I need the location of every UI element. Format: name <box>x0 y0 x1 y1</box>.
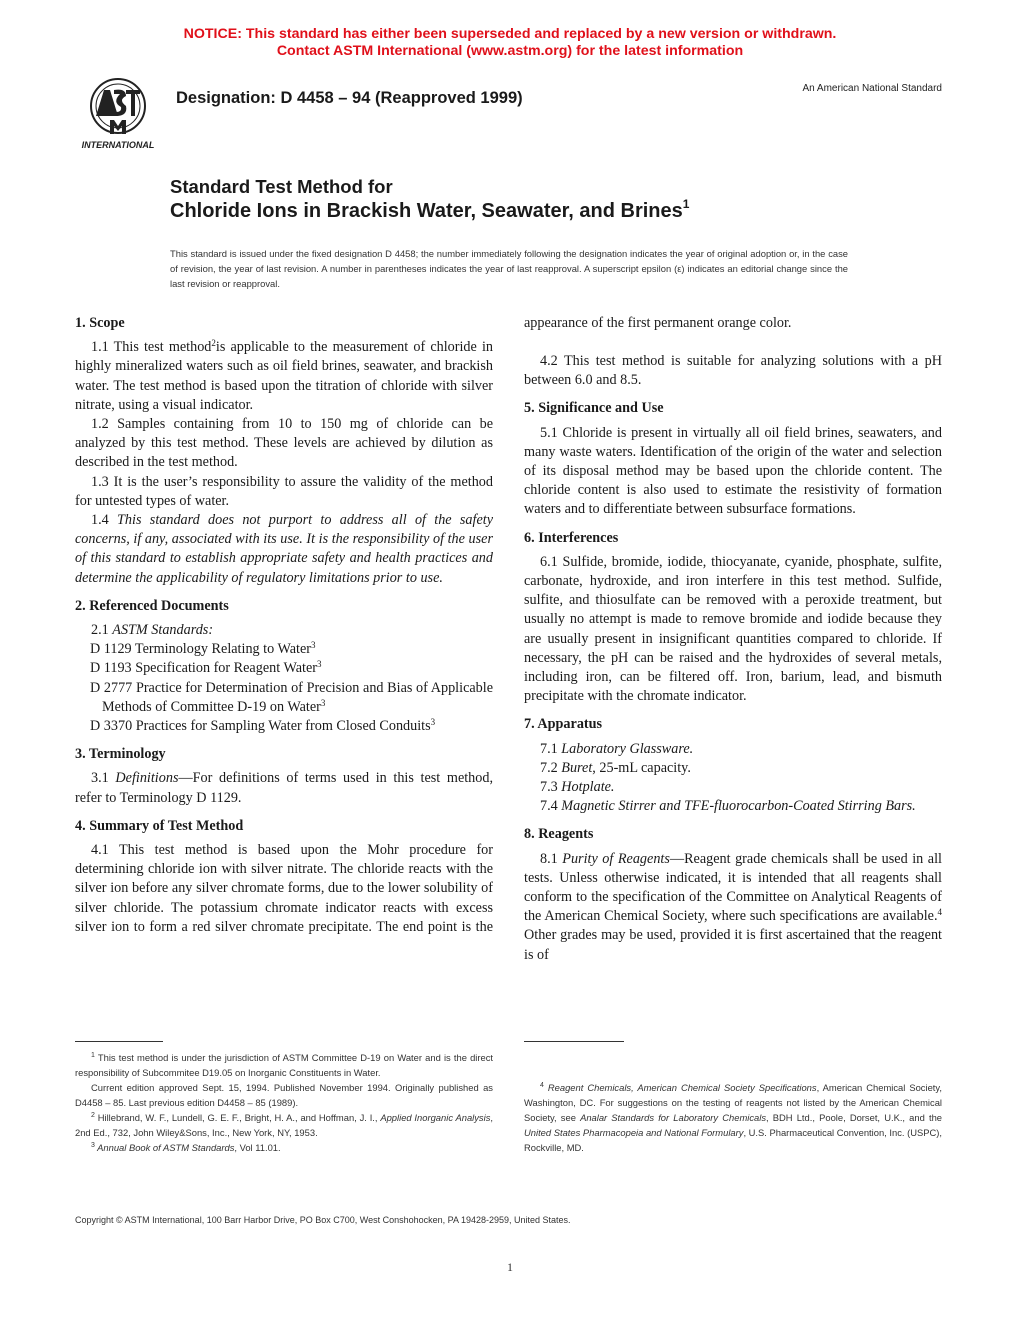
p11-b: is applicable to the measurement of chloride in highly mineralized waters such as oil field brines, seawater, and brackish water. The test method is based upon the titration of chloride with silver nitrate, using a visual indicator. <box>75 339 493 413</box>
footnote-1-edition: Current edition approved Sept. 15, 1994. Published November 1994. Originally published as D4458 – 85. Last previous edition D4458 – 85 (1989). <box>75 1082 493 1108</box>
section-heading-summary: 4. Summary of Test Method <box>75 817 244 834</box>
fn4-italic-c: United States Pharmacopeia and National Formulary <box>524 1127 744 1138</box>
p14-italic: This standard does not purport to address all of the safety concerns, if any, associated with its use. It is the responsibility of the user of this standard to establish appropriate safety and health practices and determine the applicability of regulatory limitations prior to use. <box>75 512 493 586</box>
fn1-marker: 1 <box>91 1052 95 1059</box>
p72-italic: Buret <box>561 759 593 776</box>
footnote-3 <box>75 1140 493 1155</box>
reference-item <box>75 659 493 678</box>
reference-item <box>75 640 493 659</box>
paragraph-4-1-overflow: appearance of the first permanent orange color. <box>524 315 792 332</box>
p81-num: 8.1 <box>540 850 563 867</box>
paragraph-4-1-continued <box>524 314 942 352</box>
fn3-italic: Annual Book of ASTM Standards <box>94 1142 235 1153</box>
section-heading-reagents: 8. Reagents <box>524 826 594 843</box>
ref-text: D 1129 Terminology Relating to Water <box>90 641 312 658</box>
title-footnote-marker: 1 <box>682 197 690 211</box>
fn4-italic-b: Analar Standards for Laboratory Chemicals <box>580 1112 767 1123</box>
reference-item <box>75 679 493 717</box>
p72-rest: , 25-mL capacity. <box>592 759 691 776</box>
footnote-2 <box>75 1110 493 1140</box>
title-line-2-text: Chloride Ions in Brackish Water, Seawater, and Brines <box>170 200 683 222</box>
designation: Designation: D 4458 – 94 (Reapproved 1999) <box>176 89 523 107</box>
paragraph-1-1 <box>75 338 493 415</box>
copyright-line: Copyright © ASTM International, 100 Barr Harbor Drive, PO Box C700, West Conshohocken, PA 19428-2959, United States. <box>75 1215 571 1225</box>
p31-rest: —For definitions of terms used in this test method, refer to Terminology D 1129. <box>75 770 494 806</box>
footnote-1 <box>75 1050 493 1080</box>
fn3-b: , Vol 11.01. <box>234 1142 281 1153</box>
paragraph-1-3: 1.3 It is the user’s responsibility to assure the validity of the method for untested types of water. <box>75 473 493 509</box>
logo-text: INTERNATIONAL <box>81 140 155 150</box>
section-heading-referenced-documents: 2. Referenced Documents <box>75 597 229 614</box>
p74-num: 7.4 <box>540 798 562 815</box>
paragraph-7-2 <box>524 759 942 778</box>
page-number: 1 <box>507 1260 513 1274</box>
footnotes-right <box>524 1080 942 1155</box>
p71-italic: Laboratory Glassware. <box>561 740 694 757</box>
notice-line-2: Contact ASTM International (www.astm.org) for the latest information <box>276 43 744 59</box>
section-heading-scope: 1. Scope <box>75 315 125 331</box>
footnote-rule-right <box>524 1041 624 1042</box>
footnotes-left <box>75 1050 493 1155</box>
p73-italic: Hotplate. <box>561 779 615 796</box>
paragraph-5-1: 5.1 Chloride is present in virtually all oil field brines, seawaters, and many waste waters. Identification of the origin of the water and selection of its disposal method may be based upon the chloride content. The chloride content is also used to estimate the resistivity of formation waters and to differentiate between subsurface formations. <box>524 424 942 518</box>
p31-num: 3.1 <box>91 770 116 787</box>
section-heading-significance: 5. Significance and Use <box>524 400 664 417</box>
p21-num: 2.1 <box>91 622 113 639</box>
fn2-marker: 2 <box>91 1112 95 1119</box>
fn3-marker: 3 <box>91 1142 95 1149</box>
footnote-rule-left <box>75 1041 163 1042</box>
paragraph-6-1: 6.1 Sulfide, bromide, iodide, thiocyanate, cyanide, phosphate, sulfite, carbonate, hydroxide, and iron interfere in this test method. Sulfide, sulfite, and thiosulfate can be removed with a peroxide treatment, but usually no attempt is made to remove bromide and iodide because they are usually present in insignificant quantities compared to chloride. If necessary, the pH can be raised and the hydroxides of several metals, including iron, can be filtered off. Iron, barium, lead, and bismuth precipitate with the chromate indicator. <box>524 553 942 705</box>
p11-a: 1.1 This test method <box>91 339 212 356</box>
fn4-a: , American Chemical Society, Washington, DC. For suggestions on the testing of reagents not listed by the American Chemical Society, see <box>524 1082 942 1123</box>
paragraph-4-1: 4.1 This test method is based upon the Mohr procedure for determining chloride ion with silver nitrate. The chloride reacts with the silver ion before any silver chromate forms, due to the lower solubility of silver chloride. The potassium chromate indicator reacts with excess silver ion to form a red silver chromate precipitate. The end point is the <box>75 842 493 935</box>
paragraph-7-4 <box>524 797 942 816</box>
p81-rest-b: Other grades may be used, provided it is first ascertained that the reagent is of <box>524 927 942 963</box>
p31-italic: Definitions <box>115 770 179 787</box>
paragraph-4-2: 4.2 This test method is suitable for analyzing solutions with a pH between 6.0 and 8.5. <box>524 353 942 389</box>
notice-line-1: NOTICE: This standard has either been superseded and replaced by a new version or withdrawn. <box>183 26 837 42</box>
title-line-1: Standard Test Method for <box>170 176 393 197</box>
footnote-4 <box>524 1080 942 1155</box>
title-line-2 <box>170 198 689 224</box>
fn1-text: This test method is under the jurisdiction of ASTM Committee D-19 on Water and is the direct responsibility of Subcommitee D19.05 on Inorganic Constituents in Water. <box>75 1052 493 1078</box>
fn4-b: , BDH Ltd., Poole, Dorset, U.K., and the <box>766 1112 942 1123</box>
paragraph-3-1 <box>75 769 493 807</box>
astm-logo-icon <box>74 76 162 152</box>
paragraph-7-1 <box>524 740 942 759</box>
paragraph-1-2: 1.2 Samples containing from 10 to 150 mg of chloride can be analyzed by this test method. These levels are achieved by dilution as described in the test method. <box>75 416 493 471</box>
p72-num: 7.2 <box>540 759 562 776</box>
ref-text: D 3370 Practices for Sampling Water from Closed Conduits <box>90 718 431 735</box>
reference-item <box>75 717 493 736</box>
footnote-marker-4: 4 <box>937 907 942 918</box>
p81-rest-a: —Reagent grade chemicals shall be used in all tests. Unless otherwise indicated, it is intended that all reagents shall conform to the specification of the Committee on Analytical Reagents of the American Chemical Society, where such specifications are available. <box>524 850 942 925</box>
p21-italic: ASTM Standards: <box>112 622 214 639</box>
preamble: This standard is issued under the fixed designation D 4458; the number immediately following the designation indicates the year of original adoption or, in the case of revision, the year of last revision. A number in parentheses indicates the year of last reapproval. A superscript epsilon (ε) indicates an editorial change since the last revision or reapproval. <box>170 248 848 289</box>
fn2-b: , 2nd Ed., 732, John Wiley&Sons, Inc., New York, NY, 1953. <box>75 1112 493 1138</box>
left-column <box>75 314 493 937</box>
fn4-italic-a: Reagent Chemicals, American Chemical Society Specifications <box>543 1082 817 1093</box>
astm-logo <box>74 76 162 152</box>
fn4-marker: 4 <box>540 1082 544 1089</box>
ref-sup: 3 <box>316 659 322 670</box>
fn4-c: , U.S. Pharmaceutical Convention, Inc. (USPC), Rockville, MD. <box>524 1127 942 1153</box>
ref-sup: 3 <box>320 697 326 708</box>
section-heading-terminology: 3. Terminology <box>75 746 166 763</box>
document-title <box>170 176 689 224</box>
section-heading-interferences: 6. Interferences <box>524 529 619 546</box>
fn2-italic: Applied Inorganic Analysis <box>380 1112 491 1123</box>
p71-num: 7.1 <box>540 740 562 757</box>
ref-sup: 3 <box>430 717 436 728</box>
paragraph-2-1 <box>75 621 493 640</box>
paragraph-1-4 <box>75 511 493 588</box>
p14-num: 1.4 <box>91 512 118 529</box>
p73-num: 7.3 <box>540 779 562 796</box>
ref-text: D 2777 Practice for Determination of Precision and Bias of Applicable Methods of Committee D-19 on Water <box>90 679 493 715</box>
ref-sup: 3 <box>311 640 316 651</box>
right-column <box>524 314 942 965</box>
paragraph-8-1 <box>524 850 942 965</box>
section-heading-apparatus: 7. Apparatus <box>524 716 603 733</box>
p81-italic: Purity of Reagents <box>562 850 670 867</box>
fn2-a: Hillebrand, W. F., Lundell, G. E. F., Bright, H. A., and Hoffman, J. I., <box>94 1112 381 1123</box>
ref-text: D 1193 Specification for Reagent Water <box>90 660 317 677</box>
withdrawal-notice <box>0 26 1020 60</box>
footnote-marker-2: 2 <box>211 338 216 349</box>
p74-italic: Magnetic Stirrer and TFE-fluorocarbon-Coated Stirring Bars. <box>561 798 916 815</box>
paragraph-7-3 <box>524 778 942 797</box>
american-national-standard-label: An American National Standard <box>802 83 942 94</box>
